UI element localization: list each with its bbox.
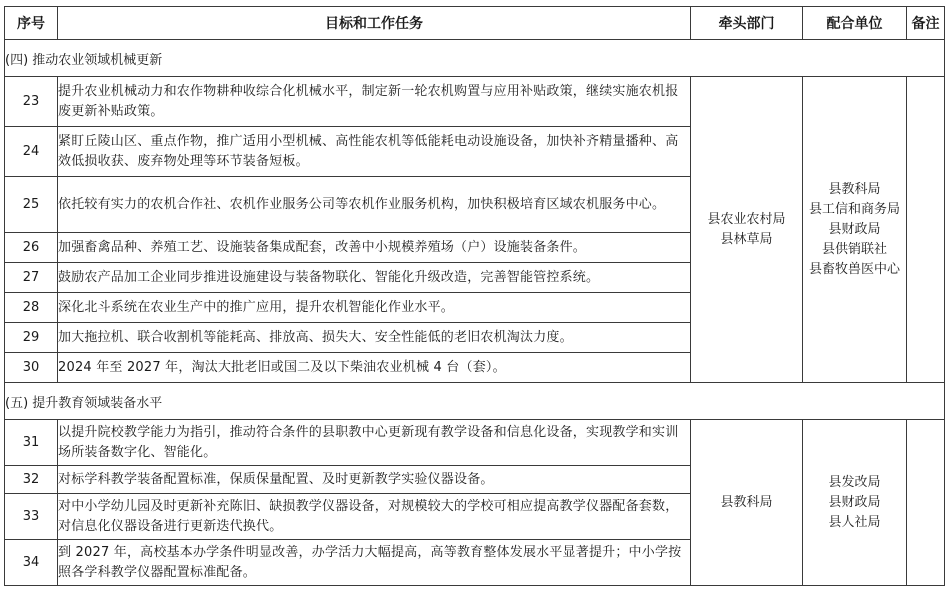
row-number: 23 [5, 77, 58, 127]
header-task: 目标和工作任务 [58, 7, 691, 40]
row-task: 以提升院校教学能力为指引，推动符合条件的县职教中心更新现有教学设备和信息化设备，实现教学和实训场所装备数字化、智能化。 [58, 420, 691, 466]
lead-dept: 县农业农村局 [707, 211, 786, 227]
table-row [5, 77, 945, 127]
table-row [5, 420, 945, 466]
header-lead: 牵头部门 [691, 7, 803, 40]
note-cell [907, 77, 945, 383]
lead-dept-cell [691, 77, 803, 383]
header-coop: 配合单位 [803, 7, 907, 40]
section-row [5, 40, 945, 77]
coop-unit-cell [803, 420, 907, 586]
row-number: 26 [5, 233, 58, 263]
row-number: 27 [5, 263, 58, 293]
note-cell [907, 420, 945, 586]
row-task: 深化北斗系统在农业生产中的推广应用，提升农机智能化作业水平。 [58, 293, 691, 323]
row-task: 对标学科教学装备配置标准，保质保量配置、及时更新教学实验仪器设备。 [58, 466, 691, 494]
coop-unit: 县人社局 [828, 514, 881, 530]
row-task: 提升农业机械动力和农作物耕种收综合化机械水平，制定新一轮农机购置与应用补贴政策，继续实施农机报废更新补贴政策。 [58, 77, 691, 127]
row-task: 对中小学幼儿园及时更新补充陈旧、缺损教学仪器设备，对规模较大的学校可相应提高教学仪器配备套数，对信息化仪器设备进行更新迭代换代。 [58, 494, 691, 540]
row-task: 2024 年至 2027 年，淘汰大批老旧或国二及以下柴油农业机械 4 台（套）。 [58, 353, 691, 383]
header-no: 序号 [5, 7, 58, 40]
row-task: 鼓励农产品加工企业同步推进设施建设与装备物联化、智能化升级改造，完善智能管控系统。 [58, 263, 691, 293]
coop-unit: 县发改局 [828, 474, 881, 490]
section-title: (五) 提升教育领域装备水平 [5, 383, 945, 420]
coop-unit-cell [803, 77, 907, 383]
row-task: 加大拖拉机、联合收割机等能耗高、排放高、损失大、安全性能低的老旧农机淘汰力度。 [58, 323, 691, 353]
section-title: (四) 推动农业领域机械更新 [5, 40, 945, 77]
row-number: 32 [5, 466, 58, 494]
row-number: 25 [5, 177, 58, 233]
lead-dept: 县林草局 [720, 231, 773, 247]
row-task: 紧盯丘陵山区、重点作物，推广适用小型机械、高性能农机等低能耗电动设施设备，加快补齐精量播种、高效低损收获、废弃物处理等环节装备短板。 [58, 127, 691, 177]
row-number: 31 [5, 420, 58, 466]
row-number: 29 [5, 323, 58, 353]
coop-unit: 县教科局 [828, 181, 881, 197]
task-table [4, 6, 945, 586]
row-task: 加强畜禽品种、养殖工艺、设施装备集成配套，改善中小规模养殖场（户）设施装备条件。 [58, 233, 691, 263]
coop-unit: 县财政局 [828, 494, 881, 510]
section-row [5, 383, 945, 420]
lead-dept: 县教科局 [720, 494, 773, 510]
row-task: 依托较有实力的农机合作社、农机作业服务公司等农机作业服务机构，加快积极培育区域农机服务中心。 [58, 177, 691, 233]
lead-dept-cell [691, 420, 803, 586]
coop-unit: 县财政局 [828, 221, 881, 237]
header-row [5, 7, 945, 40]
row-number: 30 [5, 353, 58, 383]
row-number: 28 [5, 293, 58, 323]
header-note: 备注 [907, 7, 945, 40]
row-task: 到 2027 年，高校基本办学条件明显改善，办学活力大幅提高，高等教育整体发展水平显著提升；中小学按照各学科教学仪器配置标准配备。 [58, 540, 691, 586]
row-number: 34 [5, 540, 58, 586]
row-number: 33 [5, 494, 58, 540]
coop-unit: 县畜牧兽医中心 [808, 261, 900, 277]
coop-unit: 县工信和商务局 [808, 201, 900, 217]
coop-unit: 县供销联社 [821, 241, 887, 257]
row-number: 24 [5, 127, 58, 177]
